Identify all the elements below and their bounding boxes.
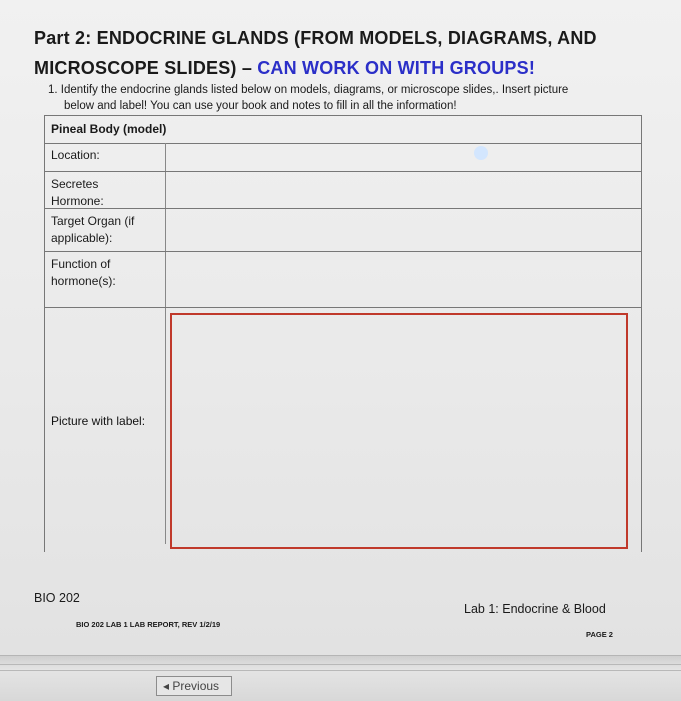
picture-row — [45, 308, 641, 552]
function-row — [45, 252, 641, 308]
previous-button[interactable]: ◂ Previous — [156, 676, 232, 696]
secretes-label: Secretes Hormone: — [51, 177, 104, 208]
part-heading-line2 — [34, 58, 535, 79]
form-header-row — [45, 115, 641, 144]
instruction-line1: 1. Identify the endocrine glands listed below on models, diagrams, or microscope slides,. Insert picture — [48, 84, 569, 96]
location-label: Location: — [51, 148, 100, 162]
gland-name: Pineal Body (model) — [51, 122, 167, 136]
target-organ-row — [45, 209, 641, 252]
heading-black-text: MICROSCOPE SLIDES) – — [34, 58, 258, 78]
footer-page-number: PAGE 2 — [586, 630, 613, 639]
picture-label: Picture with label: — [51, 414, 146, 428]
light-glare-spot — [474, 146, 488, 160]
instruction-line2: below and label! You can use your book and notes to fill in all the information! — [64, 100, 457, 112]
secretes-row — [45, 172, 641, 209]
bottom-nav-bar — [0, 655, 681, 701]
location-row — [45, 143, 641, 172]
target-organ-label: Target Organ (if applicable): — [51, 214, 135, 245]
picture-insert-box[interactable] — [170, 313, 628, 549]
footer-lab-title: Lab 1: Endocrine & Blood — [464, 602, 606, 616]
gland-form-table — [44, 115, 642, 552]
footer-course: BIO 202 — [34, 591, 80, 605]
function-label: Function of hormone(s): — [51, 257, 116, 288]
heading-blue-text: CAN WORK ON WITH GROUPS! — [257, 58, 536, 78]
footer-report-id: BIO 202 LAB 1 LAB REPORT, REV 1/2/19 — [76, 620, 221, 629]
part-heading-line1: Part 2: ENDOCRINE GLANDS (FROM MODELS, DIAGRAMS, AND — [34, 28, 597, 48]
